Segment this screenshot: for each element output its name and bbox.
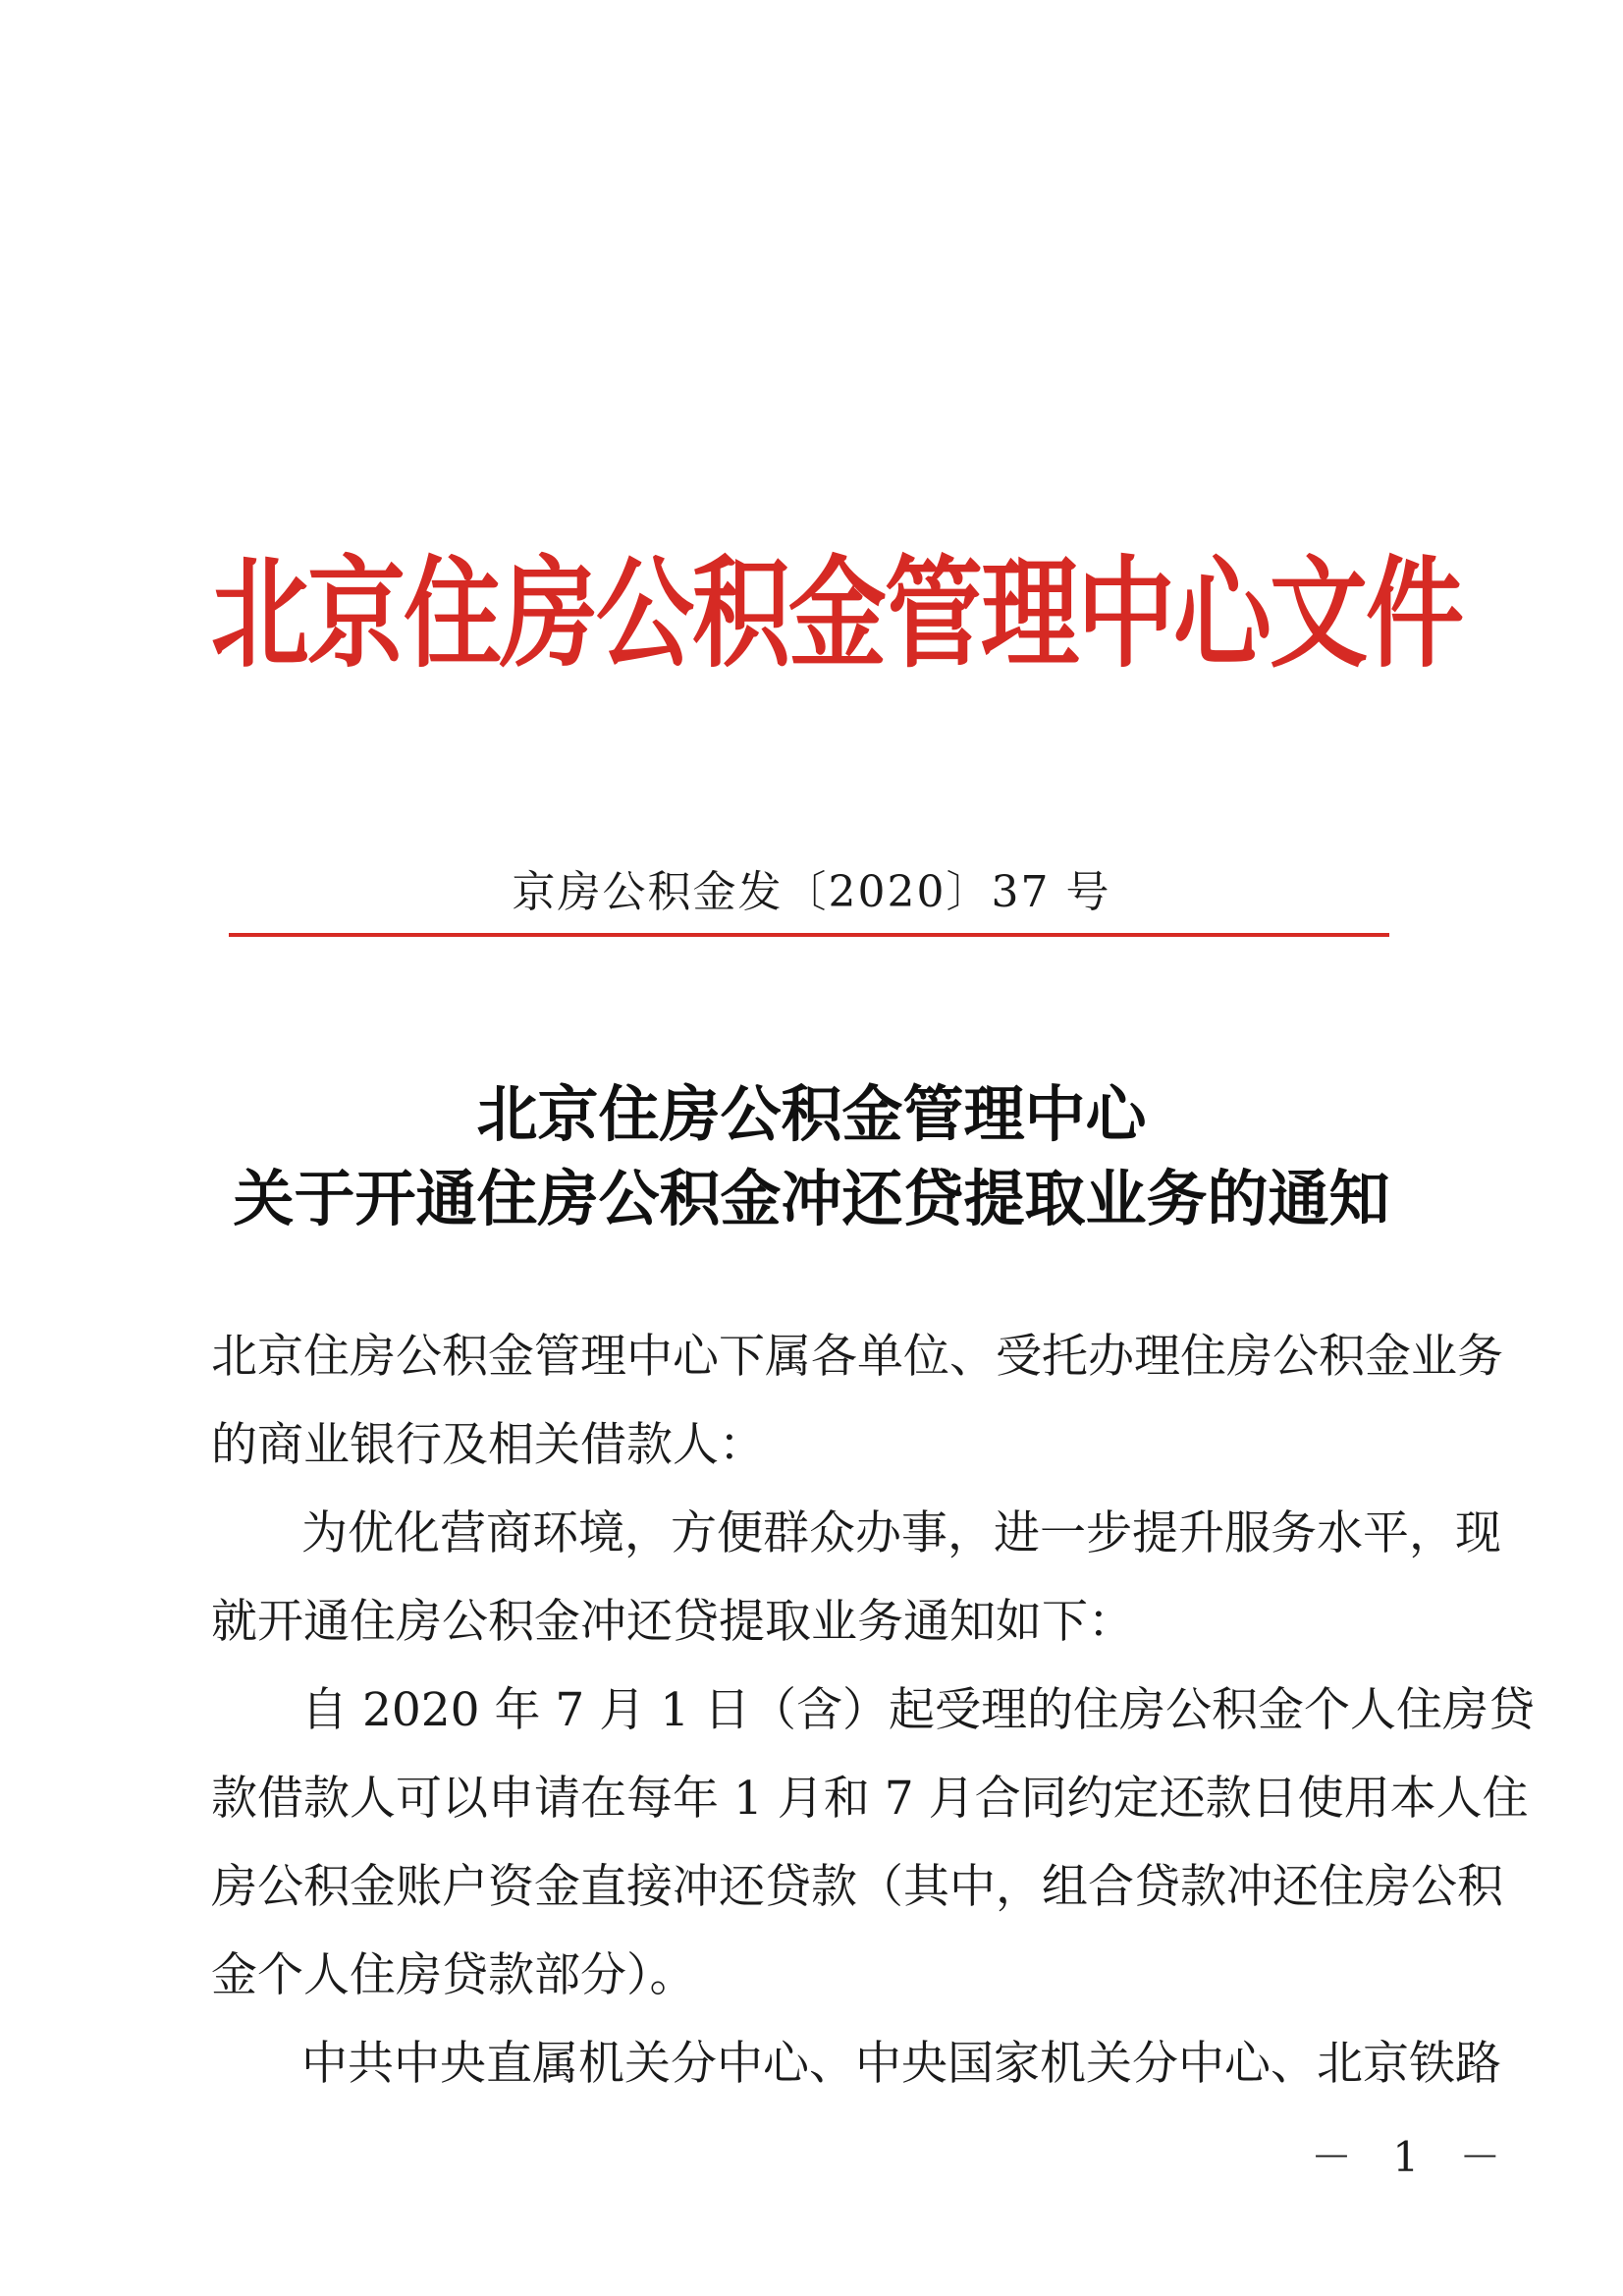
document-number: 京房公积金发〔2020〕37 号 bbox=[512, 867, 1111, 917]
body-line: 自 2020 年 7 月 1 日（含）起受理的住房公积金个人住房贷 bbox=[301, 1683, 1536, 1737]
page-number: － 1 － bbox=[1311, 2133, 1515, 2181]
body-line: 北京住房公积金管理中心下属各单位、受托办理住房公积金业务 bbox=[211, 1330, 1503, 1384]
body-line: 中共中央直属机关分中心、中央国家机关分中心、北京铁路 bbox=[301, 2037, 1501, 2091]
body-line: 款借款人可以申请在每年 1 月和 7 月合同约定还款日使用本人住 bbox=[211, 1772, 1529, 1826]
notice-title-line-2: 关于开通住房公积金冲还贷提取业务的通知 bbox=[233, 1163, 1390, 1234]
notice-title-line-1: 北京住房公积金管理中心 bbox=[476, 1078, 1147, 1150]
body-line: 房公积金账户资金直接冲还贷款（其中，组合贷款冲还住房公积 bbox=[211, 1860, 1503, 1914]
body-line: 为优化营商环境，方便群众办事，进一步提升服务水平，现 bbox=[301, 1506, 1501, 1560]
body-line: 就开通住房公积金冲还贷提取业务通知如下： bbox=[211, 1595, 1134, 1649]
masthead-title: 北京住房公积金管理中心文件 bbox=[211, 544, 1462, 684]
red-divider-line bbox=[229, 933, 1389, 937]
body-line: 金个人住房贷款部分）。 bbox=[211, 1948, 696, 2002]
body-line: 的商业银行及相关借款人： bbox=[211, 1418, 765, 1472]
